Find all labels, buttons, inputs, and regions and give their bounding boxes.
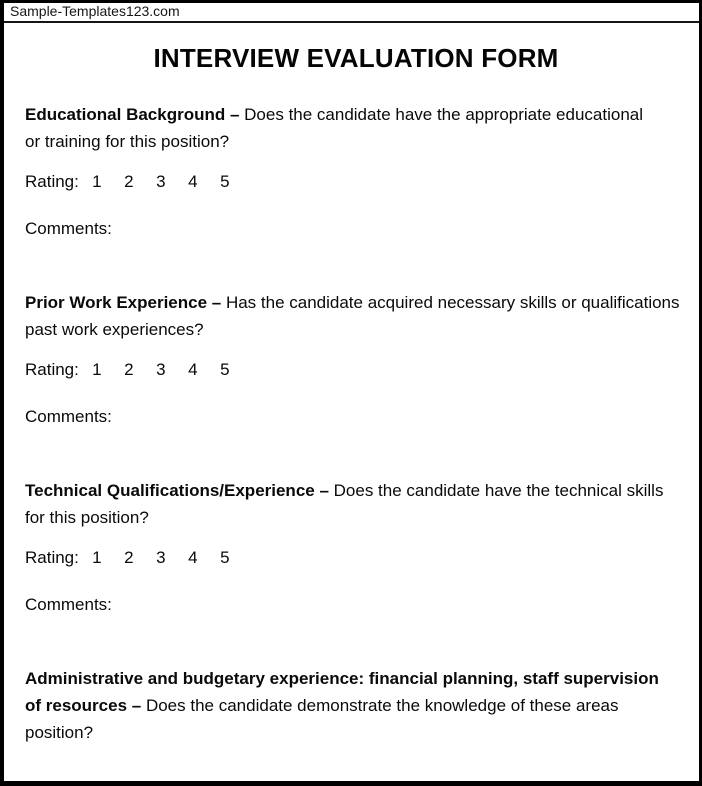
rating-row	[25, 547, 687, 569]
rating-label: Rating:	[25, 172, 79, 191]
comments-label: Comments:	[25, 595, 112, 614]
watermark: Sample-Templates123.com	[4, 3, 699, 23]
section-heading	[25, 101, 687, 155]
form-content	[4, 23, 699, 746]
section-heading-text: Has the candidate acquired necessary skills or qualifications	[225, 293, 680, 312]
rating-option-5: 5	[220, 172, 230, 191]
section-heading-text: past work experiences?	[25, 320, 204, 339]
section-technical-qualifications	[25, 477, 687, 616]
rating-option-1: 1	[92, 548, 102, 567]
rating-row	[25, 359, 687, 381]
section-heading	[25, 289, 687, 343]
rating-option-3: 3	[156, 548, 166, 567]
section-heading-text: Does the candidate have the appropriate educational	[244, 105, 644, 124]
rating-label: Rating:	[25, 360, 79, 379]
rating-option-2: 2	[124, 548, 134, 567]
section-heading	[25, 665, 687, 746]
section-heading-bold: of resources –	[25, 696, 146, 715]
rating-option-2: 2	[124, 360, 134, 379]
section-heading	[25, 477, 687, 531]
section-heading-text: Does the candidate demonstrate the knowledge of these areas	[145, 696, 619, 715]
section-heading-text: for this position?	[25, 508, 149, 527]
section-educational-background	[25, 101, 687, 240]
rating-option-4: 4	[188, 172, 198, 191]
rating-option-4: 4	[188, 548, 198, 567]
section-prior-work-experience	[25, 289, 687, 428]
rating-option-4: 4	[188, 360, 198, 379]
section-heading-bold: Administrative and budgetary experience: financial planning, staff supervision	[25, 669, 659, 688]
section-heading-bold: Technical Qualifications/Experience –	[25, 481, 334, 500]
rating-option-5: 5	[220, 360, 230, 379]
rating-label: Rating:	[25, 548, 79, 567]
section-heading-bold: Prior Work Experience –	[25, 293, 226, 312]
rating-option-2: 2	[124, 172, 134, 191]
comments-label: Comments:	[25, 407, 112, 426]
rating-option-5: 5	[220, 548, 230, 567]
rating-option-1: 1	[92, 360, 102, 379]
section-administrative-budgetary	[25, 665, 687, 746]
comments-label: Comments:	[25, 219, 112, 238]
section-heading-text: Does the candidate have the technical skills	[333, 481, 664, 500]
rating-row	[25, 171, 687, 193]
rating-option-3: 3	[156, 172, 166, 191]
rating-option-3: 3	[156, 360, 166, 379]
section-heading-text: position?	[25, 723, 94, 742]
section-heading-bold: Educational Background –	[25, 105, 245, 124]
rating-option-1: 1	[92, 172, 102, 191]
page-title: INTERVIEW EVALUATION FORM	[153, 43, 559, 73]
section-heading-text: or training for this position?	[25, 132, 230, 151]
